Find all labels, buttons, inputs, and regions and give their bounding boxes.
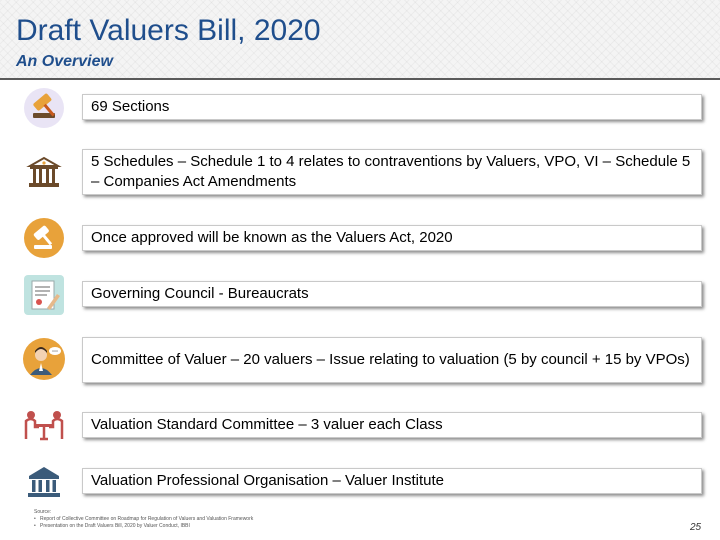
slide-header [0, 0, 720, 80]
document-signing-icon [22, 273, 66, 317]
speaker-person-icon [22, 337, 66, 381]
gavel-icon [22, 86, 66, 130]
slide-title: Draft Valuers Bill, 2020 [16, 14, 321, 47]
source-item: • Report of Collective Committee on Roadmap for Regulation of Valuers and Valuation Framework [34, 516, 253, 523]
institution-building-icon [22, 460, 66, 504]
slide-subtitle: An Overview [16, 53, 113, 70]
item-text-box [82, 281, 702, 307]
item-text: 5 Schedules – Schedule 1 to 4 relates to contraventions by Valuers, VPO, VI – Schedule 5 – Companies Act Amendments [91, 153, 691, 190]
item-text-box [82, 337, 702, 383]
meeting-table-icon [22, 403, 66, 447]
source-item: • Presentation on the Draft Valuers Bill, 2020 by Valuer Conduct, IBBI [34, 523, 253, 530]
source-label: Source: [34, 509, 52, 515]
item-text-box [82, 94, 702, 120]
item-text: Valuation Standard Committee – 3 valuer each Class [91, 416, 443, 433]
item-text-box [82, 412, 702, 438]
item-text: Once approved will be known as the Valuers Act, 2020 [91, 229, 453, 246]
item-text: Valuation Professional Organisation – Valuer Institute [91, 472, 444, 489]
gavel-circle-icon [22, 216, 66, 260]
page-number: 25 [690, 522, 702, 533]
source-notes [34, 509, 253, 530]
court-building-icon [22, 150, 66, 194]
item-text: Governing Council - Bureaucrats [91, 285, 309, 302]
item-text: 69 Sections [91, 98, 170, 115]
item-text-box [82, 225, 702, 251]
item-text: Committee of Valuer – 20 valuers – Issue relating to valuation (5 by council + 15 by VPOs) [91, 351, 690, 368]
header-divider [0, 78, 720, 80]
item-text-box [82, 149, 702, 195]
item-text-box [82, 468, 702, 494]
